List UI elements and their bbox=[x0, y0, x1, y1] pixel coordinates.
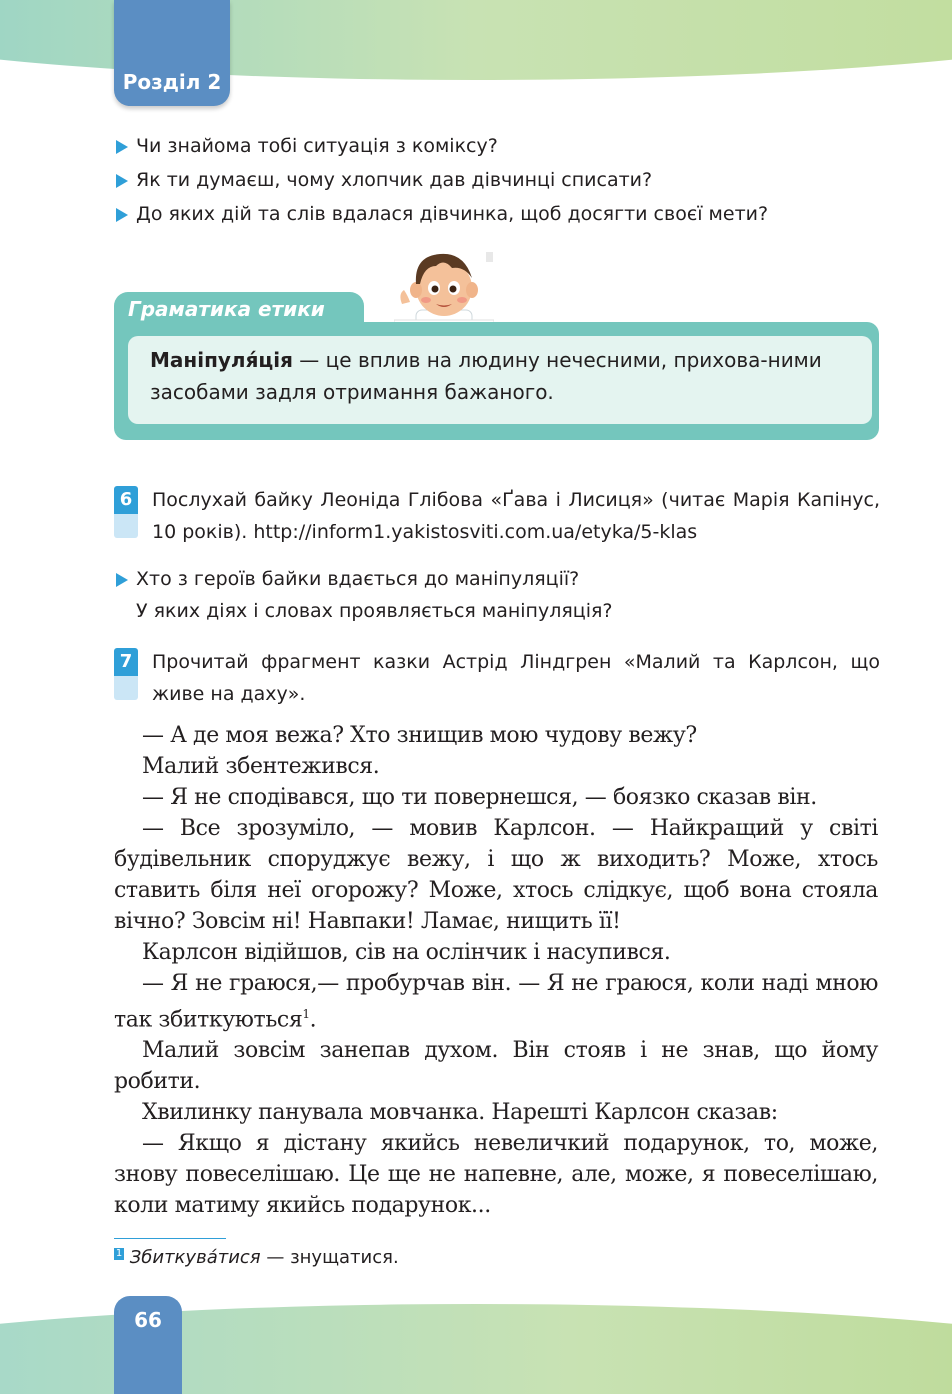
task-number-badge bbox=[114, 486, 138, 538]
ethics-term: Маніпуля́ція bbox=[150, 348, 293, 372]
story-paragraph: Малий збентежився. bbox=[142, 754, 380, 779]
story-paragraph: — А де моя вежа? Хто знищив мою чудову вежу? bbox=[142, 723, 697, 748]
task-6-questions bbox=[114, 563, 874, 627]
task-7-text: Прочитай фрагмент казки Астрід Ліндгрен «Малий та Карлсон, що живе на даху». bbox=[152, 651, 880, 705]
footnote-mark: 1 bbox=[115, 1248, 123, 1259]
footnote-ref[interactable]: 1 bbox=[302, 1007, 310, 1021]
story-paragraph: Малий зовсім занепав духом. Він стояв і не знав, що йому робити. bbox=[114, 1038, 878, 1095]
section-tab bbox=[114, 0, 230, 106]
story-paragraph: — Якщо я дістану якийсь невеличкий подарунок, то, може, знову повеселішаю. Це ще не напевне, але, може, я повеселішаю, коли матиму якийсь подарунок... bbox=[114, 1131, 878, 1219]
footnote-divider bbox=[114, 1238, 226, 1239]
question-item: Чи знайома тобі ситуація з коміксу? bbox=[114, 130, 874, 164]
ethics-definition-box bbox=[114, 322, 879, 440]
page-number: 66 bbox=[134, 1308, 162, 1332]
page-number-tab bbox=[114, 1296, 182, 1394]
ethics-definition bbox=[128, 336, 872, 424]
story-excerpt bbox=[114, 720, 878, 1221]
section-label: Розділ 2 bbox=[122, 70, 222, 94]
question-list bbox=[114, 130, 874, 232]
story-paragraph: — Я не сподівався, що ти повернешся, — боязко сказав він. bbox=[142, 785, 817, 810]
question-item-continued: У яких діях і словах проявляється маніпуляція? bbox=[136, 600, 613, 622]
ethics-definition-text: — це вплив на людину нечесними, прихова-ними засобами задля отримання бажаного. bbox=[150, 348, 822, 404]
story-paragraph: — Я не граюся,— пробурчав він. — Я не граюся, коли наді мною так збиткуються$^1$. bbox=[114, 971, 878, 1033]
task-number: 6 bbox=[114, 486, 138, 514]
story-paragraph: — Все зрозуміло, — мовив Карлсон. — Найкращий у світі будівельник споруджує вежу, і що ж виходить? Може, хтось ставить біля неї огорожу? Може, хтось слідкує, щоб вона стояла вічно? Зовсім ні! Навпаки! Ламає, нищить її! bbox=[114, 816, 878, 934]
boy-illustration bbox=[394, 244, 494, 326]
story-paragraph: Хвилинку панувала мовчанка. Нарешті Карлсон сказав: bbox=[142, 1100, 778, 1126]
task-number: 7 bbox=[114, 648, 138, 676]
story-paragraph: Карлсон відійшов, сів на ослінчик і насупився. bbox=[142, 940, 671, 965]
footnote bbox=[114, 1244, 399, 1272]
question-item: Як ти думаєш, чому хлопчик дав дівчинці списати? bbox=[114, 164, 874, 198]
footnote-text: — знущатися. bbox=[260, 1247, 399, 1268]
task-6-text: Послухай байку Леоніда Глібова «Ґава і Лисиця» (читає Марія Капінус, 10 років). http://inform1.yakistosviti.com.ua/etyka/5-klas bbox=[152, 489, 880, 543]
question-item: Хто з героїв байки вдається до маніпуляції? bbox=[114, 563, 874, 595]
footnote-term: Збиткува́тися bbox=[129, 1247, 261, 1268]
question-item: До яких дій та слів вдалася дівчинка, щоб досягти своєї мети? bbox=[114, 198, 874, 232]
ethics-tab-label: Граматика етики bbox=[128, 297, 325, 321]
task-number-badge bbox=[114, 648, 138, 700]
